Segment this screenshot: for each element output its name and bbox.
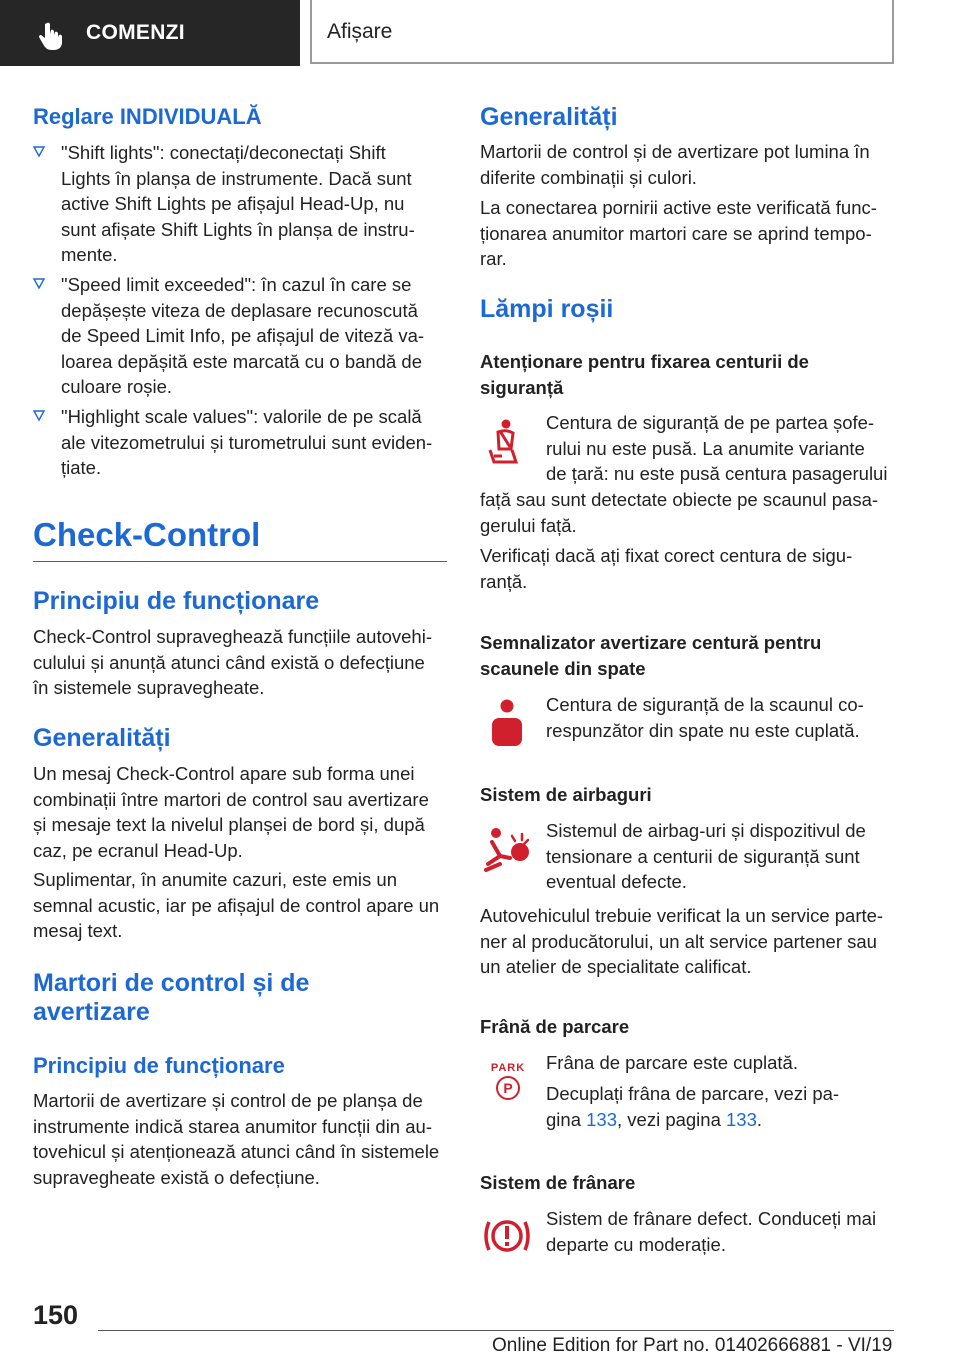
text-line: Centura de siguranță de pe partea șofe-: [546, 412, 875, 433]
text-line: Check-Control supraveghează funcțiile autovehi-: [33, 626, 432, 647]
page-link-133[interactable]: 133: [726, 1108, 757, 1130]
bullet-line: "Shift lights": conectați/deconectați Shift: [61, 142, 386, 163]
text-line: Martorii de avertizare și control de pe planșa de: [33, 1090, 423, 1111]
text-line: față sau sunt detectate obiecte pe scaunul pasa-: [480, 489, 879, 510]
belt-check-text: [480, 543, 900, 594]
triangle-bullet-icon: [33, 146, 45, 158]
individual-heading: Reglare INDIVIDUALĂ: [33, 104, 262, 129]
bullet-line: "Highlight scale values": valorile de pe scală: [61, 406, 422, 427]
text-line: și mesaje text la nivelul planșei de bord și, după: [33, 814, 425, 836]
text-line: culului și anunță atunci când există o defecțiune: [33, 651, 425, 673]
triangle-bullet-icon: [33, 410, 45, 422]
text-line: ner al producătorului, un alt service partener sau: [480, 930, 877, 952]
bullet-line: Lights în planșa de instrumente. Dacă sunt: [61, 167, 412, 189]
generalitati-para-1: [33, 761, 447, 863]
bullet-item: [33, 272, 447, 400]
text-line: Sistemul de airbag-uri și dispozitivul de: [546, 820, 866, 841]
bullet-line: depășește viteza de deplasare recunoscută: [61, 299, 418, 321]
text-line: ranță.: [480, 570, 528, 592]
seatbelt-warning-icon: [484, 418, 524, 466]
gen-para-2: [480, 195, 900, 272]
page-link-133[interactable]: 133: [586, 1108, 617, 1130]
parking-brake-text-1: Frâna de parcare este cuplată.: [546, 1052, 798, 1073]
text-line: combinații între martori de control sau avertizare: [33, 788, 429, 810]
text-line: departe cu moderație.: [546, 1233, 726, 1255]
airbag-warning-icon: [482, 826, 530, 876]
brake-warning-icon: [482, 1216, 532, 1256]
heading-line: scaunele din spate: [480, 657, 646, 679]
martori-principiu-heading: Principiu de funcționare: [33, 1053, 285, 1078]
rear-belt-heading: [480, 630, 900, 681]
page-number: 150: [33, 1300, 79, 1330]
parking-brake-icon: [488, 1062, 528, 1102]
title-rule: [33, 561, 447, 562]
check-control-title: Check-Control: [33, 516, 261, 553]
text-line: eventual defecte.: [546, 871, 687, 893]
heading-line: Atenționare pentru fixarea centurii de: [480, 351, 809, 372]
brake-system-text: [546, 1206, 902, 1257]
rear-seatbelt-icon: [490, 698, 524, 748]
heading-line: Martori de control și de: [33, 969, 310, 997]
generalitati-para-2: [33, 867, 447, 944]
text-line: un atelier de specialitate calificat.: [480, 956, 752, 978]
text-line: semnal acustic, iar pe afișajul de control apare un: [33, 894, 440, 916]
belt-text: [546, 410, 902, 487]
heading-line: Semnalizator avertizare centură pentru: [480, 632, 822, 653]
text-line: Autovehiculul trebuie verificat la un service parte-: [480, 905, 884, 926]
bullet-line: mente.: [61, 244, 118, 266]
text-line: diferite combinații și culori.: [480, 166, 697, 188]
text-line: tovehicul și atenționează atunci când în sistemele: [33, 1141, 440, 1163]
text-line: ționarea anumitor martori care se aprind tempo-: [480, 222, 872, 244]
text-line: La conectarea pornirii active este verificată func-: [480, 197, 877, 218]
chapter-label: Afișare: [327, 20, 393, 43]
bullet-line: active Shift Lights pe afișajul Head-Up, nu: [61, 193, 405, 215]
bullet-line: "Speed limit exceeded": în cazul în care se: [61, 274, 412, 295]
right-generalitati-heading: Generalități: [480, 103, 618, 131]
airbag-text-continued: [480, 903, 900, 980]
footer-rule: [98, 1330, 894, 1331]
principiu-heading: Principiu de funcționare: [33, 587, 320, 615]
heading-line: avertizare: [33, 998, 150, 1026]
bullet-line: de Speed Limit Info, pe afișajul de viteză va-: [61, 325, 425, 347]
text-line: rului nu este pusă. La anumite variante: [546, 437, 865, 459]
parking-brake-text-2: [546, 1081, 902, 1132]
text-line: Decuplați frâna de parcare, vezi pa-: [546, 1083, 840, 1104]
text-line: Centura de siguranță de la scaunul co-: [546, 694, 864, 715]
text-line: Suplimentar, în anumite cazuri, este emis un: [33, 869, 398, 890]
bullet-line: ale vitezometrului și turometrului sunt eviden-: [61, 431, 433, 453]
text-line: mesaj text.: [33, 920, 123, 942]
chapter-tab: [310, 0, 894, 64]
text-line: în sistemele supravegheate.: [33, 677, 265, 699]
text-line: tensionare a centurii de siguranță sunt: [546, 845, 860, 867]
text-line: caz, pe ecranul Head-Up.: [33, 839, 243, 861]
text-line: rar.: [480, 248, 507, 270]
page-header: [0, 0, 960, 66]
belt-text-continued: [480, 487, 900, 538]
text-line: de țară: nu este pusă centura pasagerului: [546, 463, 888, 485]
martori-heading: [33, 969, 309, 1027]
text-line: instrumente indică starea anumitor funcții din au-: [33, 1115, 432, 1137]
belt-heading: [480, 349, 900, 400]
park-icon-label: PARK: [490, 1062, 526, 1074]
principiu-text: [33, 624, 447, 701]
brake-system-heading: Sistem de frânare: [480, 1172, 636, 1193]
martori-principiu-text: [33, 1088, 447, 1190]
text-line: supravegheate există o defecțiune.: [33, 1166, 320, 1188]
park-icon-p: P: [496, 1076, 520, 1100]
bullet-line: sunt afișate Shift Lights în planșa de instru-: [61, 218, 415, 240]
lampi-rosii-heading: Lămpi roșii: [480, 295, 614, 323]
bullet-line: culoare roșie.: [61, 376, 173, 398]
text-line: Sistem de frânare defect. Conduceți mai: [546, 1208, 877, 1229]
text-line: Martorii de control și de avertizare pot lumina în: [480, 141, 870, 162]
text-line: Verificați dacă ați fixat corect centura de sigu-: [480, 545, 853, 566]
generalitati-heading: Generalități: [33, 724, 171, 752]
section-label: COMENZI: [86, 21, 185, 44]
airbag-heading: Sistem de airbaguri: [480, 784, 652, 805]
text-line: gerului față.: [480, 514, 577, 536]
triangle-bullet-icon: [33, 278, 45, 290]
bullet-line: loarea depășită este marcată cu o bandă de: [61, 350, 422, 372]
text-line: respunzător din spate nu este cuplată.: [546, 719, 860, 741]
edition-footer: Online Edition for Part no. 01402666881 - VI/19: [492, 1335, 893, 1356]
text-line: Un mesaj Check-Control apare sub forma unei: [33, 763, 415, 784]
heading-line: siguranță: [480, 376, 564, 398]
airbag-text: [546, 818, 902, 895]
text-line: gina 133, vezi pagina 133.: [546, 1108, 763, 1130]
bullet-item: [33, 404, 447, 481]
section-tab: [0, 0, 300, 66]
parking-brake-heading: Frână de parcare: [480, 1016, 630, 1037]
bullet-item: [33, 140, 447, 268]
rear-belt-text: [546, 692, 902, 743]
bullet-line: țiate.: [61, 457, 102, 479]
hand-touch-icon: [38, 21, 64, 51]
gen-para-1: [480, 139, 900, 190]
